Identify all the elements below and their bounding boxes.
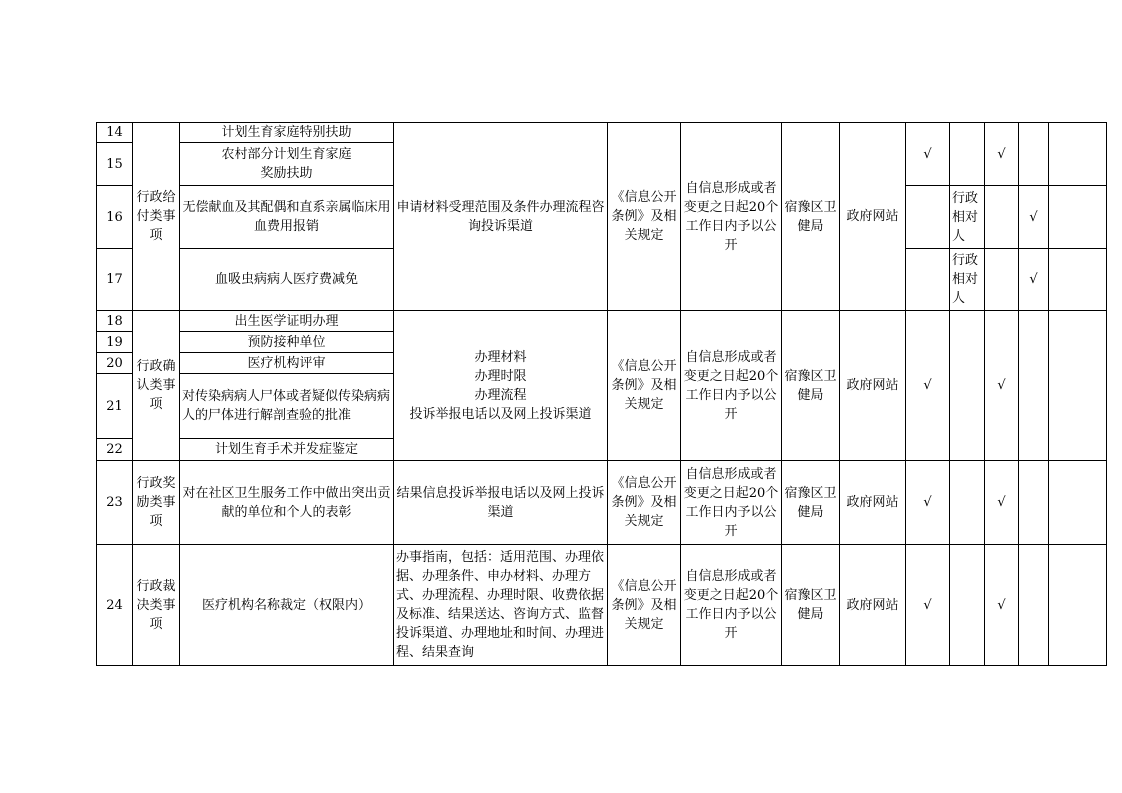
subject-cell: 宿豫区卫健局 xyxy=(782,311,840,461)
check-mark: √ xyxy=(906,545,950,666)
item-cell: 计划生育手术并发症鉴定 xyxy=(180,439,394,461)
check-mark: √ xyxy=(985,123,1019,186)
item-cell: 医疗机构名称裁定（权限内） xyxy=(180,545,394,666)
basis-cell: 《信息公开条例》及相关规定 xyxy=(608,545,681,666)
timing-cell: 自信息形成或者变更之日起20个工作日内予以公开 xyxy=(681,311,782,461)
check-mark: √ xyxy=(985,311,1019,461)
category-cell: 行政裁决类事项 xyxy=(133,545,180,666)
empty-cell xyxy=(1049,545,1107,666)
empty-cell xyxy=(1019,123,1049,186)
content-cell: 申请材料受理范围及条件办理流程咨询投诉渠道 xyxy=(394,123,608,311)
channel-cell: 政府网站 xyxy=(840,545,906,666)
category-cell: 行政确认类事项 xyxy=(133,311,180,461)
table-row xyxy=(97,311,1107,332)
check-mark: √ xyxy=(985,461,1019,545)
subject-cell: 宿豫区卫健局 xyxy=(782,461,840,545)
row-number: 20 xyxy=(97,353,133,374)
item-cell: 对传染病病人尸体或者疑似传染病病人的尸体进行解剖查验的批准 xyxy=(180,374,394,439)
channel-cell: 政府网站 xyxy=(840,123,906,311)
item-cell: 医疗机构评审 xyxy=(180,353,394,374)
content-cell: 办理材料 办理时限 办理流程 投诉举报电话以及网上投诉渠道 xyxy=(394,311,608,461)
basis-cell: 《信息公开条例》及相关规定 xyxy=(608,123,681,311)
scope-cell: 行政相对人 xyxy=(950,249,985,311)
empty-cell xyxy=(906,186,950,249)
item-cell: 血吸虫病病人医疗费减免 xyxy=(180,249,394,311)
row-number: 16 xyxy=(97,186,133,249)
empty-cell xyxy=(950,545,985,666)
content-cell: 结果信息投诉举报电话以及网上投诉渠道 xyxy=(394,461,608,545)
empty-cell xyxy=(985,249,1019,311)
empty-cell xyxy=(906,249,950,311)
check-mark: √ xyxy=(906,461,950,545)
row-number: 23 xyxy=(97,461,133,545)
empty-cell xyxy=(1049,461,1107,545)
timing-cell: 自信息形成或者变更之日起20个工作日内予以公开 xyxy=(681,461,782,545)
channel-cell: 政府网站 xyxy=(840,461,906,545)
content-cell: 办事指南，包括：适用范围、办理依据、办理条件、申办材料、办理方式、办理流程、办理时限、收费依据及标准、结果送达、咨询方式、监督投诉渠道、办理地址和时间、办理进程、结果查询 xyxy=(394,545,608,666)
empty-cell xyxy=(1049,186,1107,249)
item-cell: 出生医学证明办理 xyxy=(180,311,394,332)
row-number: 19 xyxy=(97,332,133,353)
empty-cell xyxy=(950,311,985,461)
empty-cell xyxy=(1019,311,1049,461)
check-mark: √ xyxy=(1019,186,1049,249)
item-cell: 计划生育家庭特别扶助 xyxy=(180,123,394,143)
row-number: 22 xyxy=(97,439,133,461)
table-row xyxy=(97,461,1107,545)
item-cell: 预防接种单位 xyxy=(180,332,394,353)
empty-cell xyxy=(1049,123,1107,186)
table-row xyxy=(97,545,1107,666)
item-cell: 对在社区卫生服务工作中做出突出贡献的单位和个人的表彰 xyxy=(180,461,394,545)
row-number: 18 xyxy=(97,311,133,332)
row-number: 17 xyxy=(97,249,133,311)
empty-cell xyxy=(1049,311,1107,461)
subject-cell: 宿豫区卫健局 xyxy=(782,545,840,666)
check-mark: √ xyxy=(1019,249,1049,311)
check-mark: √ xyxy=(906,123,950,186)
empty-cell xyxy=(1019,461,1049,545)
empty-cell xyxy=(950,461,985,545)
category-cell: 行政奖励类事项 xyxy=(133,461,180,545)
basis-cell: 《信息公开条例》及相关规定 xyxy=(608,311,681,461)
row-number: 15 xyxy=(97,143,133,186)
timing-cell: 自信息形成或者变更之日起20个工作日内予以公开 xyxy=(681,123,782,311)
item-cell: 农村部分计划生育家庭 奖励扶助 xyxy=(180,143,394,186)
row-number: 24 xyxy=(97,545,133,666)
empty-cell xyxy=(1019,545,1049,666)
check-mark: √ xyxy=(985,545,1019,666)
item-cell: 无偿献血及其配偶和直系亲属临床用血费用报销 xyxy=(180,186,394,249)
category-cell: 行政给付类事项 xyxy=(133,123,180,311)
channel-cell: 政府网站 xyxy=(840,311,906,461)
scope-cell: 行政相对人 xyxy=(950,186,985,249)
table-row xyxy=(97,123,1107,143)
check-mark: √ xyxy=(906,311,950,461)
subject-cell: 宿豫区卫健局 xyxy=(782,123,840,311)
disclosure-table xyxy=(96,122,1107,666)
empty-cell xyxy=(1049,249,1107,311)
empty-cell xyxy=(985,186,1019,249)
row-number: 21 xyxy=(97,374,133,439)
row-number: 14 xyxy=(97,123,133,143)
empty-cell xyxy=(950,123,985,186)
timing-cell: 自信息形成或者变更之日起20个工作日内予以公开 xyxy=(681,545,782,666)
basis-cell: 《信息公开条例》及相关规定 xyxy=(608,461,681,545)
